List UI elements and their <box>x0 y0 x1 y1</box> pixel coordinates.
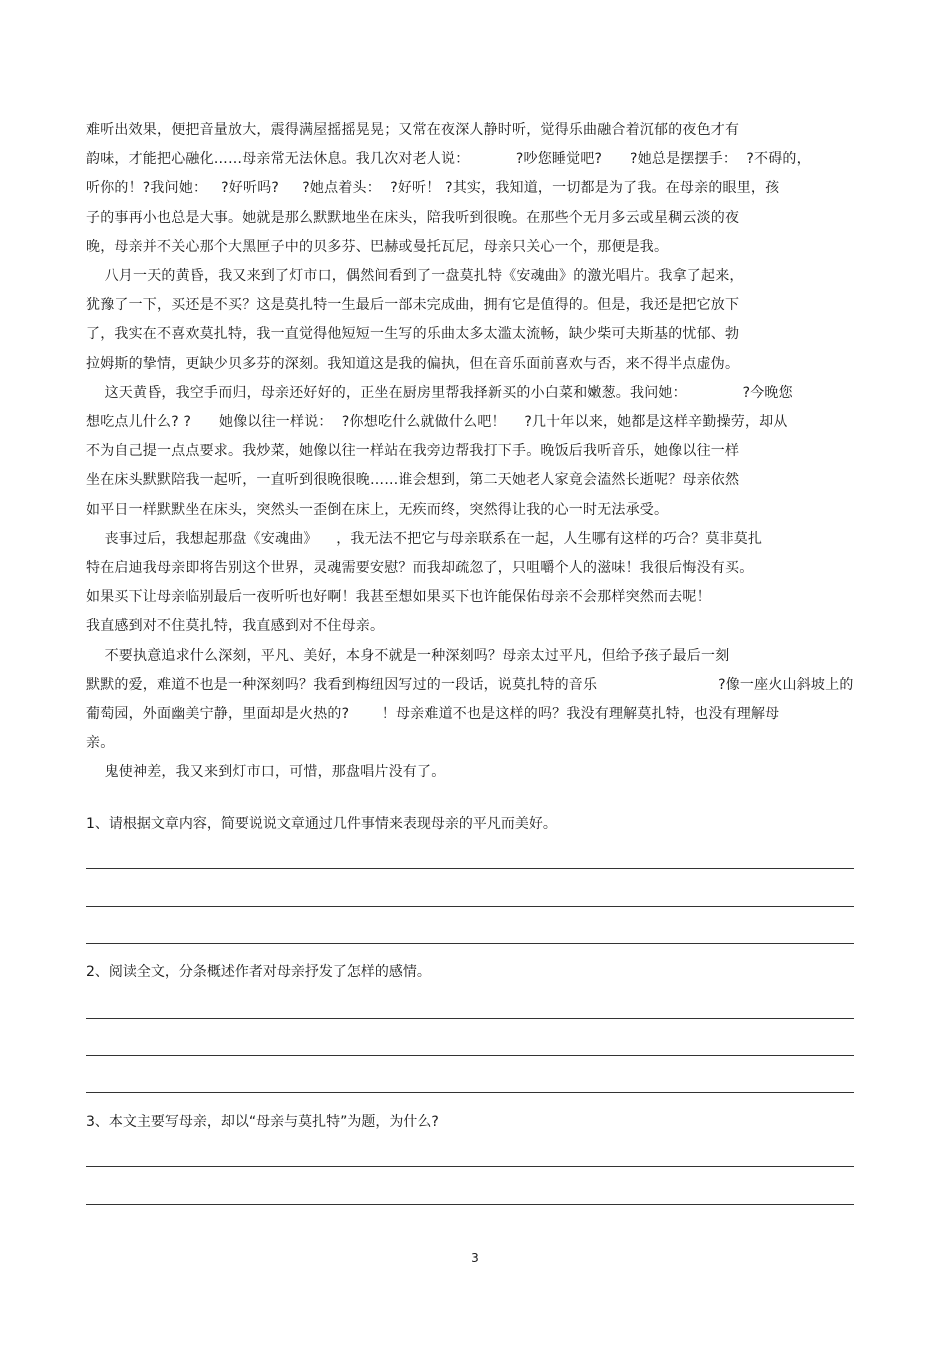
answer-line <box>86 1166 854 1167</box>
article-line: 我直感到对不住莫扎特，我直感到对不住母亲。 <box>86 618 385 635</box>
article-line: 鬼使神差，我又来到灯市口，可惜，那盘唱片没有了。 <box>86 764 446 781</box>
article-line: 犹豫了一下，买还是不买？这是莫扎特一生最后一部未完成曲，拥有它是值得的。但是，我还是把它放下 <box>86 297 740 314</box>
page-number: 3 <box>471 1251 479 1265</box>
article-line: 不为自己提一点点要求。我炒菜，她像以往一样站在我旁边帮我打下手。晚饭后我听音乐，她像以往一样 <box>86 443 740 460</box>
article-line: 不要执意追求什么深刻，平凡、美好，本身不就是一种深刻吗？母亲太过平凡，但给予孩子最后一刻 <box>86 647 730 664</box>
article-line: 了，我实在不喜欢莫扎特，我一直觉得他短短一生写的乐曲太多太滥太流畅，缺少柴可夫斯基的忧郁、勃 <box>86 326 740 343</box>
article-line: 坐在床头默默陪我一起听，一直听到很晚很晚……谁会想到，第二天她老人家竟会溘然长逝呢？母亲依然 <box>86 472 740 489</box>
article-line: 如果买下让母亲临别最后一夜听听也好啊！我甚至想如果买下也许能保佑母亲不会那样突然而去呢！ <box>86 589 711 606</box>
question-1: 1、请根据文章内容，简要说说文章通过几件事情来表现母亲的平凡而美好。 <box>86 816 557 832</box>
answer-line <box>86 868 854 869</box>
article-line: 如平日一样默默坐在床头，突然头一歪倒在床上，无疾而终，突然得让我的心一时无法承受。 <box>86 501 669 518</box>
article-line: 特在启迪我母亲即将告别这个世界，灵魂需要安慰？而我却疏忽了，只咀嚼个人的滋味！我很后悔没有买。 <box>86 560 754 576</box>
article-line: 韵味，才能把心融化……母亲常无法休息。我几次对老人说： ?吵您睡觉吧? ?她总是摆摆手： ?不碍的， <box>86 151 811 168</box>
article-line: 亲。 <box>86 735 115 752</box>
answer-line <box>86 1018 854 1019</box>
article-line: 想吃点儿什么? ? 她像以往一样说： ?你想吃什么就做什么吧！ ?几十年以来，她都是这样辛勤操劳，却从 <box>86 414 788 430</box>
article-line: 拉姆斯的挚情，更缺少贝多芬的深刻。我知道这是我的偏执，但在音乐面前喜欢与否，来不得半点虚伪。 <box>86 355 740 372</box>
answer-line <box>86 1204 854 1205</box>
answer-line <box>86 943 854 944</box>
article-line: 子的事再小也总是大事。她就是那么默默地坐在床头，陪我听到很晚。在那些个无月多云或星稠云淡的夜 <box>86 209 740 226</box>
article-line: 默默的爱，难道不也是一种深刻吗？我看到梅纽因写过的一段话，说莫扎特的音乐 ?像一座火山斜坡上的 <box>86 676 854 693</box>
answer-line <box>86 1092 854 1093</box>
article-line: 八月一天的黄昏，我又来到了灯市口，偶然间看到了一盘莫扎特《安魂曲》的激光唱片。我拿了起来， <box>86 268 744 284</box>
question-3: 3、本文主要写母亲，却以“母亲与莫扎特”为题，为什么? <box>86 1114 439 1130</box>
article-line: 难听出效果，便把音量放大，震得满屋摇摇晃晃；又常在夜深人静时听，觉得乐曲融合着沉郁的夜色才有 <box>86 122 740 138</box>
article-line: 葡萄园，外面幽美宁静，里面却是火热的? ！母亲难道不也是这样的吗？我没有理解莫扎特，也没有理解母 <box>86 706 780 722</box>
question-2: 2、阅读全文，分条概述作者对母亲抒发了怎样的感情。 <box>86 964 431 980</box>
article-line: 听你的！?我问她： ?好听吗? ?她点着头： ?好听！ ?其实，我知道，一切都是为了我。在母亲的眼里，孩 <box>86 180 780 197</box>
article-line: 这天黄昏，我空手而归，母亲还好好的，正坐在厨房里帮我择新买的小白菜和嫩葱。我问她： ?今晚您 <box>86 384 793 401</box>
article-line: 晚，母亲并不关心那个大黑匣子中的贝多芬、巴赫或曼托瓦尼，母亲只关心一个，那便是我。 <box>86 238 669 255</box>
article-line: 丧事过后，我想起那盘《安魂曲》 ，我无法不把它与母亲联系在一起，人生哪有这样的巧合？莫非莫扎 <box>86 530 763 547</box>
answer-line <box>86 906 854 907</box>
answer-line <box>86 1055 854 1056</box>
